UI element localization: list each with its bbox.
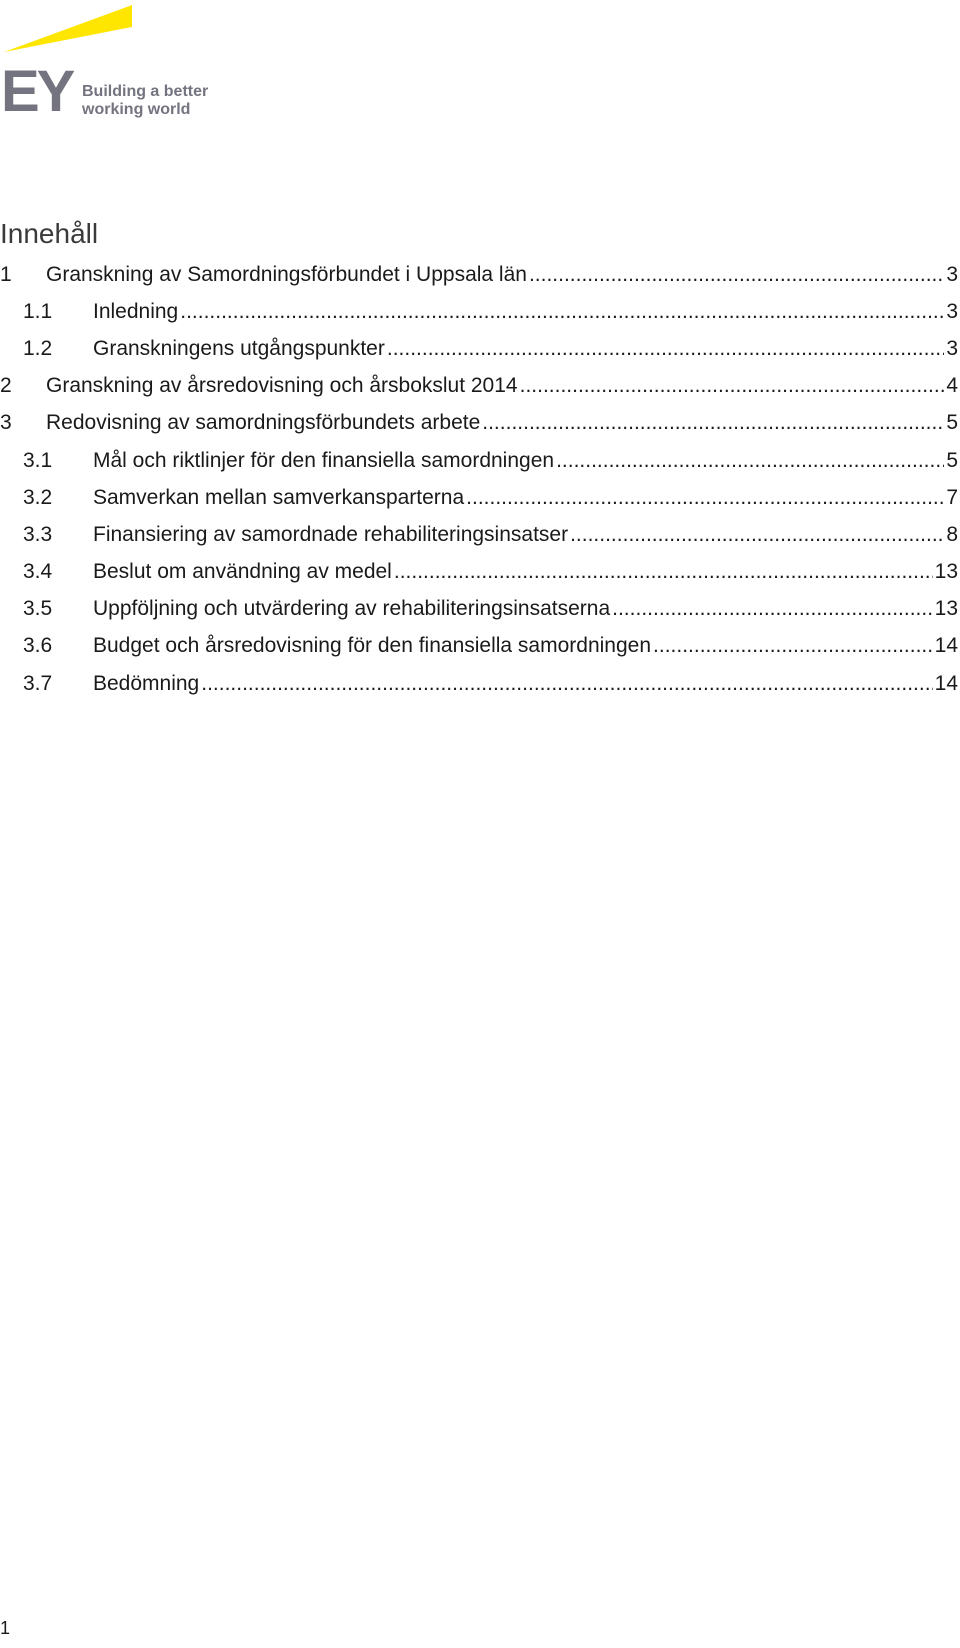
toc-entry-title: Mål och riktlinjer för den finansiella samordningen — [93, 448, 555, 472]
toc-entry[interactable] — [0, 516, 958, 553]
toc-entry-page: 3 — [946, 299, 958, 323]
toc-entry-page: 13 — [934, 560, 958, 584]
toc-entry-page: 13 — [934, 597, 958, 621]
toc-entry-number: 3.3 — [23, 522, 53, 546]
toc-entry-number: 3.4 — [23, 560, 53, 584]
toc-entry-number: 3.1 — [23, 448, 53, 472]
toc-entry-title: Granskning av årsredovisning och årsbokslut 2014 — [46, 374, 518, 398]
toc-entry-title: Uppföljning och utvärdering av rehabiliteringsinsatserna — [93, 597, 611, 621]
toc-leader-dots — [387, 337, 944, 361]
toc-entry-number: 1 — [0, 262, 12, 286]
toc-leader-dots — [612, 597, 933, 621]
toc-entry[interactable] — [0, 628, 958, 665]
toc-leader-dots — [653, 634, 933, 658]
toc-entry-number: 3.7 — [23, 671, 53, 695]
logo-tagline-1: Building a better — [82, 83, 209, 100]
toc-leader-dots — [180, 300, 944, 324]
toc-entry-title: Granskningens utgångspunkter — [93, 336, 385, 360]
toc-entry-title: Samverkan mellan samverkansparterna — [93, 485, 465, 509]
toc-entry-page: 4 — [946, 374, 958, 398]
toc-leader-dots — [570, 523, 944, 547]
toc-leader-dots — [201, 672, 932, 696]
ey-logo-graphic — [0, 0, 230, 125]
toc-entry-title: Bedömning — [93, 671, 200, 695]
toc-entry-title: Redovisning av samordningsförbundets arbete — [46, 411, 481, 435]
toc-entry-number: 3.6 — [23, 634, 53, 658]
logo-tagline-2: working world — [82, 101, 191, 118]
toc-entry-page: 5 — [946, 448, 958, 472]
toc-entry-number: 1.2 — [23, 336, 53, 360]
toc-entry[interactable] — [0, 591, 958, 628]
toc-entry[interactable] — [0, 554, 958, 591]
toc-entry-page: 14 — [934, 634, 958, 658]
logo-beam — [4, 5, 132, 52]
toc-leader-dots — [466, 486, 944, 510]
toc-entry-page: 5 — [946, 411, 958, 435]
toc-entry-page: 7 — [946, 485, 958, 509]
toc-leader-dots — [529, 263, 944, 287]
toc-entry-number: 3 — [0, 411, 12, 435]
toc-entry-number: 2 — [0, 374, 12, 398]
toc-entry[interactable] — [0, 479, 958, 516]
logo-mark: EY — [1, 59, 73, 124]
toc-entry[interactable] — [0, 368, 958, 405]
toc-entry-title: Granskning av Samordningsförbundet i Uppsala län — [46, 262, 527, 286]
toc-leader-dots — [556, 449, 944, 473]
toc-entry[interactable] — [0, 293, 958, 330]
toc-entry-page: 3 — [946, 336, 958, 360]
toc-entry-page: 3 — [946, 262, 958, 286]
toc-leader-dots — [394, 560, 933, 584]
ey-logo — [0, 0, 230, 125]
toc-entry-title: Inledning — [93, 299, 179, 323]
toc-entry[interactable] — [0, 665, 958, 702]
toc-entry-page: 8 — [946, 522, 958, 546]
toc-entry[interactable] — [0, 442, 958, 479]
toc-leader-dots — [482, 411, 944, 435]
toc-entry-title: Finansiering av samordnade rehabiliteringsinsatser — [93, 522, 569, 546]
toc-entry-title: Beslut om användning av medel — [93, 560, 392, 584]
toc-entry-title: Budget och årsredovisning för den finansiella samordningen — [93, 634, 652, 658]
toc-entry[interactable] — [0, 330, 958, 367]
table-of-contents — [0, 256, 958, 702]
toc-entry[interactable] — [0, 405, 958, 442]
toc-entry-number: 3.5 — [23, 597, 53, 621]
page-number: 1 — [0, 1618, 11, 1638]
toc-entry-number: 1.1 — [23, 299, 53, 323]
toc-entry-page: 14 — [934, 671, 958, 695]
toc-entry-number: 3.2 — [23, 485, 53, 509]
toc-heading: Innehåll — [0, 218, 99, 249]
toc-entry[interactable] — [0, 256, 958, 293]
toc-leader-dots — [520, 374, 945, 398]
